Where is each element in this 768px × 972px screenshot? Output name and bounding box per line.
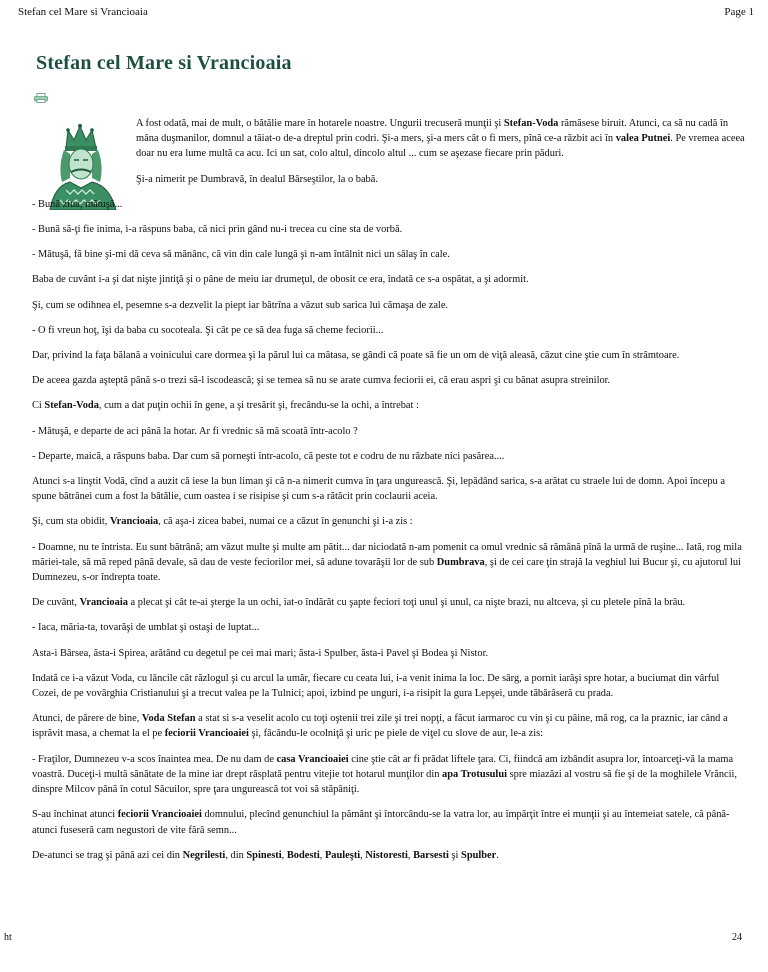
paragraph: A fost odată, mai de mult, o bătălie mare în hotarele noastre. Ungurii trecuseră munţii şi Stefan-Voda rămăsese biruit. Atunci, ca să nu cadă în mâna duşmanilor, domnul a tăiat-o de-a dreptul prin codri. Şi-a mers, şi-a mers cât o fi mers, pînă ce-a răzbit aci în valea Putnei. Pe vremea aceea doar nu era lume multă ca acu. Ici un sat, colo altul, dincolo altul ... cum se aşezase fiecare prin păduri.: [136, 118, 745, 160]
paragraph: Atunci s-a linştit Vodă, cînd a auzit că iese la bun liman şi că n-a nimerit cumva în ţara ungurească. Şi, lepădând sarica, s-a arătat cu straele lui de domn. Apoi începu a spune bătrânei cum a fost la bătălie, cum oastea i se risipise şi cum s-a rătăcit prin coclaurii aceia.: [32, 476, 725, 503]
paragraph: Atunci, de părere de bine, Voda Stefan a stat si s-a veselit acolo cu toţi oştenii trei zile şi trei nopţi, a făcut iarmaroc cu vin şi cu pâine, mă rog, ca la praznic, iar când a isprăvit masa, a chemat la el pe feciorii Vrancioaiei şi, făcându-le ocolniţă şi uric pe piele de viţel cu slove de aur, le-a zis:: [32, 713, 728, 740]
paragraph: - Iaca, măria-ta, tovarăşi de umblat şi ostaşi de luptat...: [32, 622, 260, 634]
paragraph: - Bună să-ţi fie inima, i-a răspuns baba, că nici prin gând nu-i trecea cu cine sta de vorbă.: [32, 224, 403, 236]
footer-right-text: 24: [732, 932, 742, 943]
paragraph: - Mătuşă, e departe de aci până la hotar. Ar fi vrednic să mă scoată într-acolo ?: [32, 425, 358, 437]
header-page-number: Page 1: [724, 6, 754, 18]
paragraph: Şi, cum se odihnea el, pesemne s-a dezvelit la piept iar bătrîna a văzut sub sarica lui cămaşa de zale.: [32, 299, 449, 311]
page-title: Stefan cel Mare si Vrancioaia: [36, 52, 292, 74]
paragraph: - Departe, maică, a răspuns baba. Dar cum să porneşti într-acolo, că peste tot e codru de nu răzbate nici pasărea....: [32, 450, 505, 462]
paragraph: - Mătuşă, fă bine şi-mi dă ceva să mănânc, că vin din cale lungă şi n-am întâlnit nici un sălaş în cale.: [32, 249, 450, 261]
header-title: Stefan cel Mare si Vrancioaia: [18, 6, 148, 18]
paragraph: - Bună ziua, mătuşă...: [32, 198, 123, 210]
paragraph: De-atunci se trag şi până azi cei din Negrilesti, din Spinesti, Bodesti, Pauleşti, Nistoresti, Barsesti şi Spulber.: [32, 849, 499, 861]
paragraph: - O fi vreun hoţ, îşi da baba cu socoteala. Şi cât pe ce să dea fuga să cheme feciorii...: [32, 324, 384, 336]
paragraph: De aceea gazda aşteptă până s-o trezi să-l iscodească; şi se temea să nu se arate cumva feciorii ei, că erau aspri şi cu bănat asupra streinilor.: [32, 375, 611, 387]
paragraph: S-au închinat atunci feciorii Vrancioaiei domnului, plecînd genunchiul la pământ şi întorcându-se la vatra lor, au împărţit între ei munţii şi au întemeiat satele, că până-atunci fuseseră cam negustori de vite fără semn...: [32, 809, 730, 836]
paragraph: Asta-i Bârsea, ăsta-i Spirea, arătând cu degetul pe cei mai mari; ăsta-i Spulber, ăsta-i Pavel şi Bodea şi Nistor.: [32, 647, 489, 659]
footer-left-text: ht: [4, 932, 12, 943]
paragraph: Şi, cum sta obidit, Vrancioaia, că aşa-i zicea babei, numai ce a căzut în genunchi şi i-a zis :: [32, 516, 413, 528]
paragraph: Şi-a nimerit pe Dumbravă, în dealul Bârseştilor, la o babă.: [136, 173, 378, 185]
paragraph: Baba de cuvânt i-a şi dat nişte jintiţă şi o pâne de meiu iar drumeţul, de obosit ce era, îndată ce s-a ospătat, a şi adormit.: [32, 274, 529, 286]
paragraph: Dar, privind la faţa bălană a voinicului care dormea şi la părul lui ca mătasa, se gândi că poate să fie un om de viţă aleasă, căzut cine ştie cum în strâmtoare.: [32, 350, 680, 362]
paragraph: Indată ce i-a văzut Voda, cu lăncile cât răzlogul şi cu arcul la umăr, fiecare cu ceata lui, i-a venit inima la loc. De sârg, a pornit iarăşi spre hotar, a buciumat din vârful Cozei, de pe vovârghia Cristianului şi a trecut valea pe la Tulnici; apoi, izbind pe unguri, i-a risipit la gura Lepşei, unde tăbărâseră cu prada.: [32, 672, 720, 700]
print-icon[interactable]: [34, 93, 48, 103]
paragraph: Ci Stefan-Voda, cum a dat puţin ochii în gene, a şi tresărit şi, frecându-se la ochi, a întrebat :: [32, 400, 419, 412]
paragraph: De cuvânt, Vrancioaia a plecat şi cât te-ai şterge la un ochi, iat-o îndărăt cu şapte feciori toţi unul şi unul, ca nişte brazi, nu altceva, şi cu pletele pînă la brâu.: [32, 597, 686, 609]
paragraph: - Fraţilor, Dumnezeu v-a scos înaintea mea. De nu dam de casa Vrancioaiei cine ştie cât ar fi prădat liftele ţara. Ci, fiindcă am izbândit asupra lor, întoarceţi-vă la mama voastră. Duceţi-i multă sănătate de la mine iar drept răsplată pentru vitejie tot hotarul munţilor din apa Trotusului spre miazăzi al vostru să fie şi de la moghilele Vrăncii, dinspre Milcov până în cotul Săcuilor, spre ţara ungurească tot voi să stăpâniţi.: [32, 753, 738, 796]
paragraph: - Doamne, nu te întrista. Eu sunt bătrână; am văzut multe şi multe am pătit... dar niciodată n-am pomenit ca omul vrednic să rămână pînă la urmă de ruşine... Iată, rog mila măriei-tale, să mă reped până devale, să dau de veste feciorilor mei, să adune tovarăşii lor de sub Dumbrava, şi de cei care ţin strajă la veghiul lui Bucur şi, cu ajutorul lui Dumnezeu, s-or îndrepta toate.: [32, 541, 742, 584]
story-content: [32, 116, 748, 873]
